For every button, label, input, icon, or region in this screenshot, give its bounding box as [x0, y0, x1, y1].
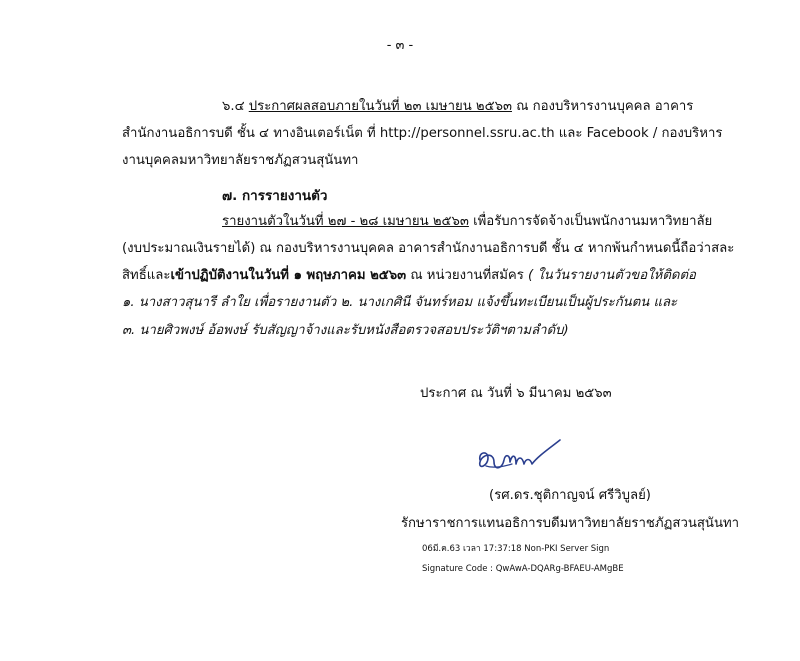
handwritten-signature [472, 430, 572, 480]
start-work-date: เข้าปฏิบัติงานในวันที่ ๑ พฤษภาคม ๒๕๖๓ [170, 268, 407, 283]
page-number: - ๓ - [386, 38, 414, 53]
item-6-4-line-1-rest: ณ กองบริหารงานบุคคล อาคาร [516, 99, 694, 114]
item-6-4-line-2: สำนักงานอธิการบดี ชั้น ๔ ทางอินเตอร์เน็ต ที่ http://personnel.ssru.ac.th และ Facebook / กองบริหาร [122, 126, 723, 141]
section-7-line-2: (งบประมาณเงินรายได้) ณ กองบริหารงานบุคคล อาคารสำนักงานอธิการบดี ชั้น ๔ หากพ้นกำหนดนี้ถือว่าสละ [122, 241, 735, 256]
section-7-line-5: ๓. นายศิวพงษ์ อ้อพงษ์ รับสัญญาจ้างและรับหนังสือตรวจสอบประวัติฯตามลำดับ) [122, 323, 569, 338]
signature-code: Signature Code : QwAwA-DQARg-BFAEU-AMgBE [422, 564, 624, 574]
contact-note-start: ( ในวันรายงานตัวขอให้ติดต่อ [528, 268, 696, 283]
announce-date: ประกาศ ณ วันที่ ๖ มีนาคม ๒๕๖๓ [420, 386, 612, 401]
result-announce-date: ประกาศผลสอบภายในวันที่ ๒๓ เมษายน ๒๕๖๓ [248, 99, 512, 114]
section-7-title: ๗. การรายงานตัว [222, 188, 328, 204]
report-date: รายงานตัวในวันที่ ๒๗ - ๒๘ เมษายน ๒๕๖๓ [222, 214, 469, 229]
digital-sign-timestamp: 06มี.ค.63 เวลา 17:37:18 Non-PKI Server Sign [422, 544, 610, 554]
signer-position: รักษาราชการแทนอธิการบดีมหาวิทยาลัยราชภัฏสวนสุนันทา [400, 516, 740, 531]
section-7-line-3-b: ณ หน่วยงานที่สมัคร [406, 268, 529, 283]
section-7-line-3 [122, 267, 696, 285]
section-7-line-1 [222, 213, 712, 231]
section-7-line-4: ๑. นางสาวสุนารี ลำใย เพื่อรายงานตัว ๒. นางเกศินี จันทร์หอม แจ้งขึ้นทะเบียนเป็นผู้ประกันตน และ [122, 295, 678, 310]
section-7-line-3-a: สิทธิ์และ [122, 268, 171, 283]
item-6-4-number: ๖.๔ [222, 99, 245, 114]
item-6-4-line-1 [222, 98, 693, 116]
signer-name: (รศ.ดร.ชุติกาญจน์ ศรีวิบูลย์) [489, 488, 651, 503]
item-6-4-line-3: งานบุคคลมหาวิทยาลัยราชภัฏสวนสุนันทา [122, 153, 359, 168]
section-7-line-1-rest: เพื่อรับการจัดจ้างเป็นพนักงานมหาวิทยาลัย [468, 214, 713, 229]
